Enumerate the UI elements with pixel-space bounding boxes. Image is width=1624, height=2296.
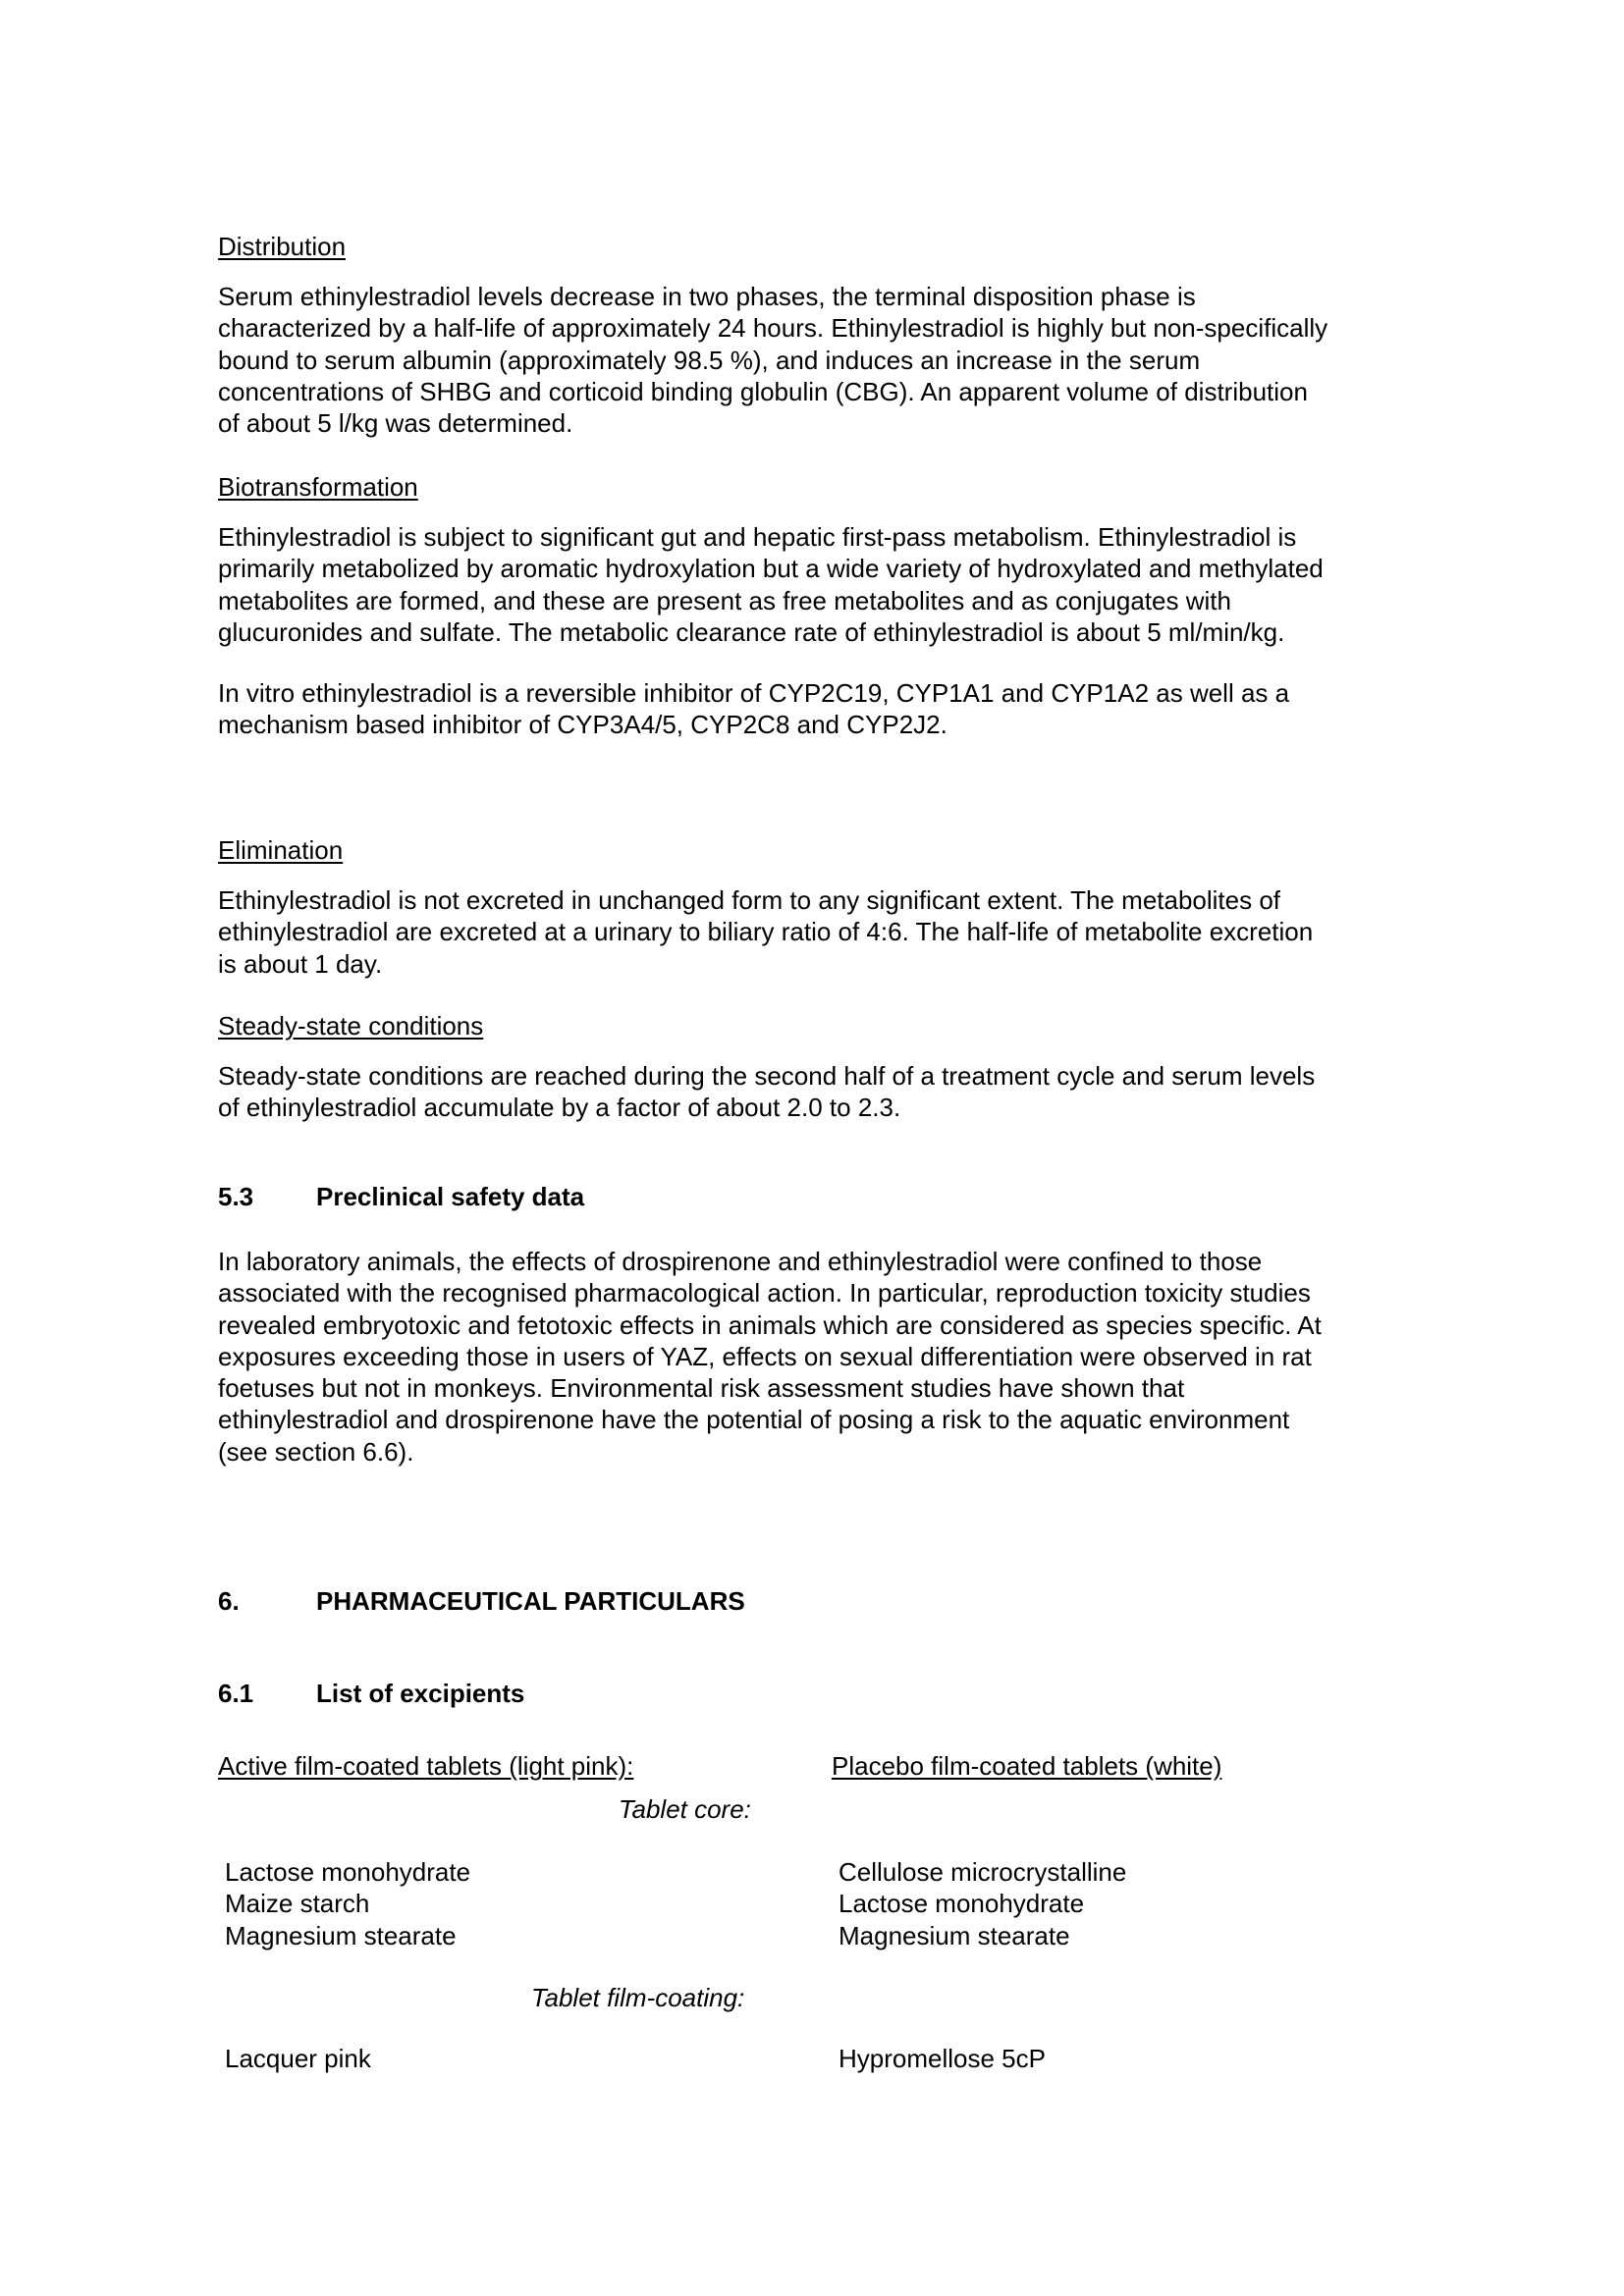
tablet-core-label: Tablet core: (619, 1794, 751, 1824)
distribution-paragraph (218, 281, 1426, 439)
biotransformation-paragraph-2 (218, 677, 1426, 741)
section-subheading: Biotransformation (218, 472, 418, 502)
list-item: Cellulose microcrystalline (839, 1857, 1127, 1887)
core-active-list (225, 1856, 470, 1951)
paragraph-line: is about 1 day. (218, 948, 383, 979)
biotransformation-paragraph (218, 521, 1426, 648)
section-title: PHARMACEUTICAL PARTICULARS (316, 1586, 745, 1616)
paragraph-line: characterized by a half-life of approximately 24 hours. Ethinylestradiol is highly but non-specifically (218, 313, 1328, 344)
paragraph-line: bound to serum albumin (approximately 98.5 %), and induces an increase in the serum (218, 345, 1201, 375)
paragraph-line: Steady-state conditions are reached during the second half of a treatment cycle and serum levels (218, 1061, 1316, 1091)
coating-active-list (225, 2044, 371, 2074)
list-item: Lacquer pink (225, 2044, 371, 2073)
paragraph-line: metabolites are formed, and these are present as free metabolites and as conjugates with (218, 585, 1231, 615)
paragraph-line: of ethinylestradiol accumulate by a factor of about 2.0 to 2.3. (218, 1093, 901, 1123)
section-number: 6.1 (218, 1679, 254, 1708)
distribution-heading (218, 231, 1426, 262)
paragraph-line: Ethinylestradiol is not excreted in unchanged form to any significant extent. The metabolites of (218, 885, 1281, 915)
section-number: 6. (218, 1586, 240, 1616)
elimination-paragraph (218, 884, 1426, 980)
tablet-film-coating-label: Tablet film-coating: (531, 1983, 745, 2012)
paragraph-line: associated with the recognised pharmacological action. In particular, reproduction toxicity studies (218, 1278, 1311, 1308)
list-item: Maize starch (225, 1889, 370, 1919)
paragraph-line: of about 5 l/kg was determined. (218, 408, 573, 439)
coating-placebo-list (839, 2044, 1046, 2074)
paragraph-line: (see section 6.6). (218, 1436, 414, 1467)
paragraph-line: mechanism based inhibitor of CYP3A4/5, CYP2C8 and CYP2J2. (218, 710, 947, 740)
steady-state-heading (218, 1010, 1426, 1041)
section-subheading: Distribution (218, 232, 347, 261)
list-item: Lactose monohydrate (225, 1857, 471, 1887)
list-item: Magnesium stearate (839, 1920, 1070, 1950)
paragraph-line: revealed embryotoxic and fetotoxic effects in animals which are considered as species specific. At (218, 1309, 1322, 1340)
preclinical-paragraph (218, 1246, 1426, 1468)
paragraph-line: exposures exceeding those in users of YAZ, effects on sexual differentiation were observed in rat (218, 1341, 1312, 1371)
steady-state-paragraph (218, 1060, 1426, 1124)
paragraph-line: Serum ethinylestradiol levels decrease in two phases, the terminal disposition phase is (218, 282, 1196, 311)
section-number: 5.3 (218, 1182, 254, 1211)
paragraph-line: foetuses but not in monkeys. Environmental risk assessment studies have shown that (218, 1373, 1185, 1404)
section-heading-6-1 (218, 1679, 524, 1709)
core-placebo-list (839, 1856, 1126, 1951)
paragraph-line: primarily metabolized by aromatic hydroxylation but a wide variety of hydroxylated and methylated (218, 554, 1324, 584)
list-item: Hypromellose 5cP (839, 2044, 1046, 2073)
paragraph-line: ethinylestradiol and drospirenone have the potential of posing a risk to the aquatic environment (218, 1405, 1290, 1435)
section-heading-5-3 (218, 1182, 584, 1212)
list-item: Magnesium stearate (225, 1920, 457, 1950)
paragraph-line: Ethinylestradiol is subject to significant gut and hepatic first-pass metabolism. Ethinylestradiol is (218, 522, 1297, 552)
elimination-heading (218, 834, 1426, 866)
paragraph-line: In laboratory animals, the effects of drospirenone and ethinylestradiol were confined to those (218, 1247, 1263, 1276)
section-subheading: Elimination (218, 835, 344, 865)
paragraph-line: concentrations of SHBG and corticoid binding globulin (CBG). An apparent volume of distribution (218, 376, 1308, 406)
paragraph-line: ethinylestradiol are excreted at a urinary to biliary ratio of 4:6. The half-life of metabolite excretion (218, 917, 1314, 947)
section-title: List of excipients (316, 1679, 525, 1708)
list-item: Lactose monohydrate (839, 1889, 1085, 1919)
paragraph-line: glucuronides and sulfate. The metabolic clearance rate of ethinylestradiol is about 5 ml/min/kg. (218, 616, 1285, 647)
biotransformation-heading (218, 471, 1426, 503)
section-title: Preclinical safety data (316, 1182, 585, 1211)
placebo-tablets-header: Placebo film-coated tablets (white) (832, 1751, 1222, 1781)
active-tablets-header: Active film-coated tablets (light pink): (218, 1751, 634, 1781)
paragraph-line: In vitro ethinylestradiol is a reversible inhibitor of CYP2C19, CYP1A1 and CYP1A2 as well as a (218, 678, 1290, 708)
section-subheading: Steady-state conditions (218, 1011, 484, 1041)
section-heading-6 (218, 1586, 745, 1617)
